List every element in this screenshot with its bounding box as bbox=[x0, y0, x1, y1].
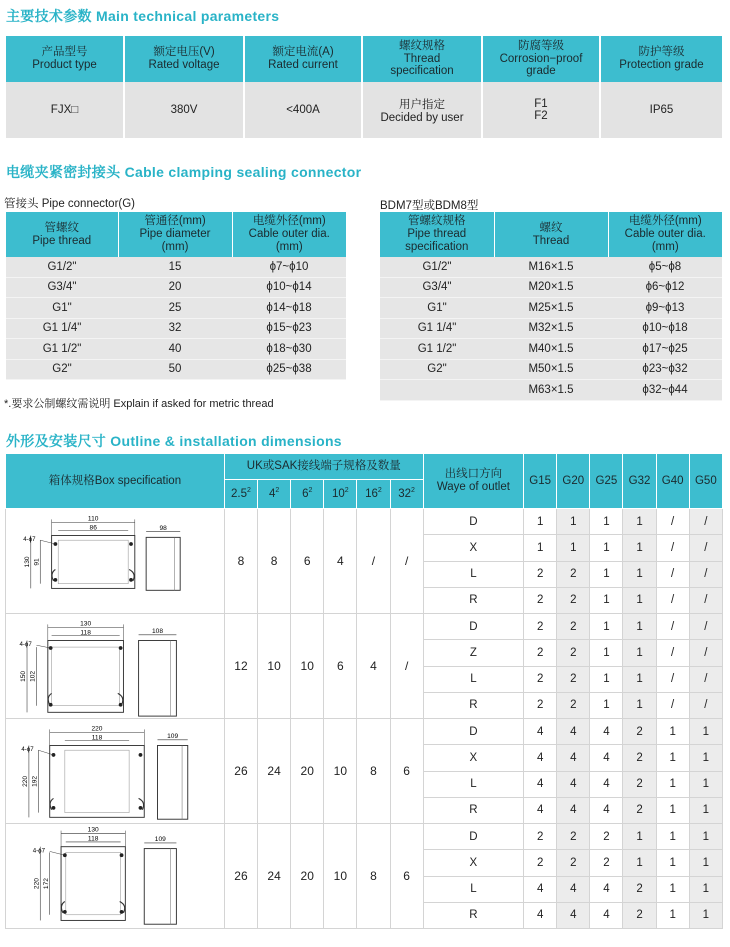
side-view-outline bbox=[157, 745, 187, 819]
gland-count-cell: 1 bbox=[689, 902, 722, 928]
terminal-count-cell: 20 bbox=[291, 719, 324, 824]
gland-count-cell: 1 bbox=[689, 745, 722, 771]
gland-count-cell: 2 bbox=[524, 640, 557, 666]
dim-label-outer-height: 220 bbox=[22, 775, 30, 787]
pipe-connector-row bbox=[6, 298, 346, 319]
dim-label-depth: 109 bbox=[167, 732, 179, 740]
header-thread-spec: 螺纹规格 Thread specification bbox=[362, 36, 482, 82]
outlet-direction-cell: X bbox=[423, 535, 523, 561]
dim-label-holes: 4-ϕ7 bbox=[21, 746, 34, 754]
bdm-cable-outer-dia-cell: ϕ17~ϕ25 bbox=[608, 339, 722, 360]
bdm-cable-outer-dia-cell: ϕ23~ϕ32 bbox=[608, 359, 722, 380]
header-protection-grade: 防护等级 Protection grade bbox=[600, 36, 722, 82]
header-gland-g20: G20 bbox=[557, 454, 590, 509]
terminal-count-cell: 12 bbox=[224, 614, 257, 719]
cell-corrosion-grade: F1 F2 bbox=[482, 82, 600, 138]
gland-count-cell: / bbox=[656, 535, 689, 561]
bdm-row bbox=[380, 257, 722, 277]
bdm-row bbox=[380, 277, 722, 298]
pipe-thread-cell: G2" bbox=[6, 359, 118, 380]
header-gland-g32: G32 bbox=[623, 454, 656, 509]
terminal-count-cell: 24 bbox=[258, 719, 291, 824]
header-terminal-4: $4^2$ bbox=[258, 480, 291, 509]
gland-count-cell: 1 bbox=[623, 509, 656, 535]
gland-count-cell: 1 bbox=[689, 797, 722, 823]
pipe-connector-row bbox=[6, 318, 346, 339]
outlet-direction-cell: R bbox=[423, 587, 523, 613]
gland-count-cell: 1 bbox=[623, 535, 656, 561]
gland-count-cell: / bbox=[656, 692, 689, 718]
terminal-count-cell: / bbox=[357, 509, 390, 614]
box-drawing-cell bbox=[6, 824, 225, 929]
header-terminal-32: $32^2$ bbox=[390, 480, 423, 509]
gland-count-cell: 1 bbox=[590, 561, 623, 587]
gland-count-cell: 1 bbox=[689, 771, 722, 797]
bdm-pipe-thread-cell: G1 1/4" bbox=[380, 318, 494, 339]
outlet-direction-cell: D bbox=[423, 824, 523, 850]
gland-count-cell: 1 bbox=[590, 509, 623, 535]
header-bdm-pipe-thread: 管螺纹规格 Pipe thread specification bbox=[380, 212, 494, 257]
box-drawing-cell bbox=[6, 509, 225, 614]
gland-count-cell: 2 bbox=[524, 561, 557, 587]
bdm-pipe-thread-cell: G1" bbox=[380, 298, 494, 319]
pipe-diameter-cell: 15 bbox=[118, 257, 232, 277]
gland-count-cell: 1 bbox=[689, 719, 722, 745]
bdm-pipe-thread-cell: G2" bbox=[380, 359, 494, 380]
pipe-diameter-cell: 40 bbox=[118, 339, 232, 360]
dim-label-outer-width: 220 bbox=[91, 725, 103, 733]
dim-label-inner-width: 86 bbox=[89, 524, 97, 532]
dim-label-inner-width: 118 bbox=[87, 835, 99, 843]
gland-count-cell: 2 bbox=[623, 745, 656, 771]
pipe-thread-cell: G1/2" bbox=[6, 257, 118, 277]
bdm-cable-outer-dia-cell: ϕ5~ϕ8 bbox=[608, 257, 722, 277]
mounting-hole-icon bbox=[63, 910, 67, 914]
section-title-outline-dimensions: 外形及安装尺寸 Outline & installation dimensions bbox=[6, 433, 342, 449]
terminal-count-cell: 6 bbox=[291, 509, 324, 614]
cable-outer-dia-cell: ϕ15~ϕ23 bbox=[232, 318, 346, 339]
gland-count-cell: 1 bbox=[656, 719, 689, 745]
cable-outer-dia-cell: ϕ25~ϕ38 bbox=[232, 359, 346, 380]
gland-count-cell: 2 bbox=[590, 850, 623, 876]
outline-row bbox=[6, 719, 723, 745]
mounting-hole-icon bbox=[129, 542, 133, 546]
gland-count-cell: 2 bbox=[524, 824, 557, 850]
dim-label-holes: 4-ϕ7 bbox=[23, 536, 36, 544]
dim-label-inner-height: 91 bbox=[33, 558, 41, 566]
header-gland-g40: G40 bbox=[656, 454, 689, 509]
bdm-pipe-thread-cell: G1/2" bbox=[380, 257, 494, 277]
outlet-direction-cell: D bbox=[423, 719, 523, 745]
gland-count-cell: 1 bbox=[623, 640, 656, 666]
pipe-connector-row bbox=[6, 277, 346, 298]
gland-count-cell: / bbox=[689, 692, 722, 718]
gland-count-cell: / bbox=[689, 535, 722, 561]
bdm-cable-outer-dia-cell: ϕ9~ϕ13 bbox=[608, 298, 722, 319]
gland-count-cell: 1 bbox=[557, 535, 590, 561]
dim-label-depth: 108 bbox=[151, 627, 164, 635]
metric-thread-note: *.要求公制螺纹需说明 Explain if asked for metric thread bbox=[4, 398, 274, 410]
side-view-outline bbox=[146, 537, 180, 590]
gland-count-cell: 1 bbox=[689, 850, 722, 876]
terminal-count-cell: 10 bbox=[291, 614, 324, 719]
mounting-hole-icon bbox=[139, 806, 143, 810]
gland-count-cell: 1 bbox=[656, 797, 689, 823]
gland-count-cell: 2 bbox=[557, 824, 590, 850]
gland-count-cell: 2 bbox=[623, 797, 656, 823]
gland-count-cell: / bbox=[656, 640, 689, 666]
bdm-thread-cell: M25×1.5 bbox=[494, 298, 608, 319]
header-terminal-16: $16^2$ bbox=[357, 480, 390, 509]
terminal-count-cell: 26 bbox=[224, 719, 257, 824]
gland-count-cell: / bbox=[689, 509, 722, 535]
gland-count-cell: 1 bbox=[689, 876, 722, 902]
gland-count-cell: 1 bbox=[590, 535, 623, 561]
dim-label-outer-width: 130 bbox=[87, 826, 99, 834]
terminal-count-cell: 24 bbox=[258, 824, 291, 929]
bdm-thread-cell: M20×1.5 bbox=[494, 277, 608, 298]
front-view-outline bbox=[52, 535, 135, 588]
gland-count-cell: 2 bbox=[557, 640, 590, 666]
bdm-row bbox=[380, 318, 722, 339]
cell-protection-grade: IP65 bbox=[600, 82, 722, 138]
gland-count-cell: 1 bbox=[623, 666, 656, 692]
mounting-hole-icon bbox=[120, 853, 124, 857]
gland-count-cell: 1 bbox=[590, 587, 623, 613]
mounting-hole-icon bbox=[139, 753, 143, 757]
pipe-diameter-cell: 25 bbox=[118, 298, 232, 319]
gland-count-cell: 2 bbox=[557, 666, 590, 692]
terminal-count-cell: 10 bbox=[324, 824, 357, 929]
outline-row bbox=[6, 824, 723, 850]
dim-label-depth: 98 bbox=[159, 524, 167, 532]
gland-count-cell: 4 bbox=[557, 902, 590, 928]
gland-count-cell: / bbox=[689, 561, 722, 587]
header-cable-outer-dia: 电缆外径(mm) Cable outer dia. (mm) bbox=[232, 212, 346, 257]
gland-count-cell: 2 bbox=[524, 614, 557, 640]
cell-product-type: FJX□ bbox=[6, 82, 124, 138]
gland-count-cell: 4 bbox=[590, 745, 623, 771]
gland-count-cell: 2 bbox=[623, 876, 656, 902]
gland-count-cell: 2 bbox=[524, 850, 557, 876]
header-terminal-2-5: $2.5^2$ bbox=[224, 480, 257, 509]
gland-count-cell: 1 bbox=[590, 640, 623, 666]
gland-count-cell: 1 bbox=[656, 850, 689, 876]
gland-count-cell: 2 bbox=[590, 824, 623, 850]
bdm-pipe-thread-cell: G1 1/2" bbox=[380, 339, 494, 360]
gland-count-cell: 1 bbox=[590, 614, 623, 640]
dim-label-holes: 4-ϕ7 bbox=[19, 641, 32, 649]
gland-count-cell: 2 bbox=[557, 850, 590, 876]
main-parameters-table bbox=[6, 36, 722, 138]
header-gland-g15: G15 bbox=[524, 454, 557, 509]
pipe-connector-row bbox=[6, 359, 346, 380]
cable-outer-dia-cell: ϕ14~ϕ18 bbox=[232, 298, 346, 319]
gland-count-cell: 4 bbox=[557, 876, 590, 902]
terminal-count-cell: / bbox=[390, 614, 423, 719]
gland-count-cell: 4 bbox=[590, 902, 623, 928]
pipe-connector-label: 管接头 Pipe connector(G) bbox=[4, 198, 136, 210]
gland-count-cell: / bbox=[656, 561, 689, 587]
header-terminal-group: UK或SAK接线端子规格及数量 bbox=[224, 454, 423, 480]
dim-label-inner-width: 118 bbox=[91, 734, 103, 742]
header-rated-voltage: 额定电压(V) Rated voltage bbox=[124, 36, 244, 82]
bdm-thread-cell: M32×1.5 bbox=[494, 318, 608, 339]
gland-count-cell: 1 bbox=[623, 587, 656, 613]
gland-count-cell: 4 bbox=[524, 902, 557, 928]
mounting-hole-icon bbox=[49, 646, 53, 650]
gland-count-cell: 2 bbox=[623, 902, 656, 928]
pipe-thread-cell: G3/4" bbox=[6, 277, 118, 298]
bdm-row bbox=[380, 380, 722, 401]
header-terminal-10: $10^2$ bbox=[324, 480, 357, 509]
header-bdm-thread: 螺纹 Thread bbox=[494, 212, 608, 257]
gland-count-cell: 1 bbox=[623, 614, 656, 640]
outline-dimensions-table bbox=[5, 453, 723, 929]
gland-count-cell: 1 bbox=[656, 745, 689, 771]
bdm-cable-outer-dia-cell: ϕ32~ϕ44 bbox=[608, 380, 722, 401]
bdm-thread-cell: M63×1.5 bbox=[494, 380, 608, 401]
gland-count-cell: 2 bbox=[557, 561, 590, 587]
cell-rated-current: <400A bbox=[244, 82, 362, 138]
pipe-diameter-cell: 32 bbox=[118, 318, 232, 339]
terminal-count-cell: 4 bbox=[357, 614, 390, 719]
terminal-count-cell: / bbox=[390, 509, 423, 614]
pipe-connector-row bbox=[6, 339, 346, 360]
gland-count-cell: 4 bbox=[557, 797, 590, 823]
gland-count-cell: 2 bbox=[623, 719, 656, 745]
box-drawing-3 bbox=[6, 719, 222, 823]
cable-outer-dia-cell: ϕ7~ϕ10 bbox=[232, 257, 346, 277]
gland-count-cell: 1 bbox=[524, 509, 557, 535]
bdm-row bbox=[380, 298, 722, 319]
dim-label-depth: 109 bbox=[154, 836, 166, 844]
header-gland-g25: G25 bbox=[590, 454, 623, 509]
mounting-hole-icon bbox=[52, 806, 56, 810]
outlet-direction-cell: L bbox=[423, 876, 523, 902]
bdm-cable-outer-dia-cell: ϕ10~ϕ18 bbox=[608, 318, 722, 339]
box-drawing-cell bbox=[6, 614, 225, 719]
outlet-direction-cell: D bbox=[423, 614, 523, 640]
gland-count-cell: 2 bbox=[557, 692, 590, 718]
side-view-outline bbox=[144, 849, 176, 925]
outlet-direction-cell: R bbox=[423, 797, 523, 823]
dim-label-outer-height: 150 bbox=[20, 670, 28, 682]
mounting-hole-icon bbox=[53, 578, 57, 582]
terminal-count-cell: 8 bbox=[224, 509, 257, 614]
terminal-count-cell: 20 bbox=[291, 824, 324, 929]
gland-count-cell: 1 bbox=[656, 902, 689, 928]
gland-count-cell: 1 bbox=[656, 771, 689, 797]
dim-label-outer-height: 220 bbox=[33, 878, 41, 890]
outlet-direction-cell: R bbox=[423, 692, 523, 718]
gland-count-cell: / bbox=[689, 640, 722, 666]
dim-label-inner-height: 172 bbox=[42, 878, 50, 890]
bdm-thread-cell: M40×1.5 bbox=[494, 339, 608, 360]
header-rated-current: 额定电流(A) Rated current bbox=[244, 36, 362, 82]
gland-count-cell: 4 bbox=[524, 745, 557, 771]
cable-outer-dia-cell: ϕ18~ϕ30 bbox=[232, 339, 346, 360]
dim-label-inner-width: 118 bbox=[80, 629, 91, 637]
terminal-count-cell: 10 bbox=[324, 719, 357, 824]
front-view-outline bbox=[61, 847, 125, 921]
outline-row bbox=[6, 509, 723, 535]
gland-count-cell: 1 bbox=[623, 561, 656, 587]
gland-count-cell: 1 bbox=[656, 876, 689, 902]
bdm-pipe-thread-cell: G3/4" bbox=[380, 277, 494, 298]
gland-count-cell: / bbox=[689, 587, 722, 613]
gland-count-cell: 1 bbox=[623, 850, 656, 876]
outlet-direction-cell: L bbox=[423, 666, 523, 692]
gland-count-cell: 4 bbox=[524, 876, 557, 902]
header-product-type: 产品型号 Product type bbox=[6, 36, 124, 82]
gland-count-cell: / bbox=[656, 614, 689, 640]
terminal-count-cell: 26 bbox=[224, 824, 257, 929]
pipe-diameter-cell: 50 bbox=[118, 359, 232, 380]
header-outlet: 出线口方向 Waye of outlet bbox=[423, 454, 523, 509]
gland-count-cell: 1 bbox=[590, 692, 623, 718]
terminal-count-cell: 6 bbox=[324, 614, 357, 719]
gland-count-cell: 2 bbox=[623, 771, 656, 797]
cable-outer-dia-cell: ϕ10~ϕ14 bbox=[232, 277, 346, 298]
outlet-direction-cell: L bbox=[423, 561, 523, 587]
box-drawing-2 bbox=[6, 614, 222, 718]
bdm-thread-cell: M16×1.5 bbox=[494, 257, 608, 277]
gland-count-cell: 4 bbox=[524, 719, 557, 745]
header-bdm-cable-outer-dia: 电缆外径(mm) Cable outer dia. (mm) bbox=[608, 212, 722, 257]
gland-count-cell: 2 bbox=[524, 666, 557, 692]
terminal-count-cell: 4 bbox=[324, 509, 357, 614]
section-title-main-parameters: 主要技术参数 Main technical parameters bbox=[6, 8, 280, 24]
bdm-row bbox=[380, 359, 722, 380]
outlet-direction-cell: D bbox=[423, 509, 523, 535]
outlet-direction-cell: R bbox=[423, 902, 523, 928]
pipe-diameter-cell: 20 bbox=[118, 277, 232, 298]
cell-thread-spec: 用户指定 Decided by user bbox=[362, 82, 482, 138]
header-corrosion-grade: 防腐等级 Corrosion−proof grade bbox=[482, 36, 600, 82]
bdm-table bbox=[380, 212, 722, 401]
mounting-hole-icon bbox=[119, 646, 123, 650]
terminal-count-cell: 8 bbox=[357, 824, 390, 929]
gland-count-cell: 4 bbox=[590, 876, 623, 902]
pipe-thread-cell: G1 1/4" bbox=[6, 318, 118, 339]
box-drawing-4 bbox=[6, 824, 222, 928]
front-view-outline bbox=[50, 745, 145, 817]
gland-count-cell: 1 bbox=[623, 824, 656, 850]
terminal-count-cell: 10 bbox=[258, 614, 291, 719]
terminal-count-cell: 6 bbox=[390, 824, 423, 929]
mounting-hole-icon bbox=[120, 910, 124, 914]
gland-count-cell: 2 bbox=[524, 587, 557, 613]
bdm-thread-cell: M50×1.5 bbox=[494, 359, 608, 380]
gland-count-cell: 2 bbox=[524, 692, 557, 718]
outlet-direction-cell: X bbox=[423, 850, 523, 876]
gland-count-cell: / bbox=[656, 587, 689, 613]
gland-count-cell: 4 bbox=[524, 771, 557, 797]
header-box-spec: 箱体规格Box specification bbox=[6, 454, 225, 509]
section-title-cable-connector: 电缆夹紧密封接头 Cable clamping sealing connector bbox=[6, 164, 362, 180]
gland-count-cell: / bbox=[689, 614, 722, 640]
outlet-direction-cell: L bbox=[423, 771, 523, 797]
terminal-count-cell: 8 bbox=[258, 509, 291, 614]
gland-count-cell: / bbox=[656, 509, 689, 535]
box-drawing-cell bbox=[6, 719, 225, 824]
dim-label-holes: 4-ϕ7 bbox=[32, 847, 45, 855]
gland-count-cell: 1 bbox=[524, 535, 557, 561]
gland-count-cell: 1 bbox=[590, 666, 623, 692]
outlet-direction-cell: Z bbox=[423, 640, 523, 666]
gland-count-cell: 4 bbox=[590, 771, 623, 797]
gland-count-cell: 1 bbox=[557, 509, 590, 535]
gland-count-cell: 4 bbox=[590, 719, 623, 745]
gland-count-cell: 1 bbox=[656, 824, 689, 850]
gland-count-cell: 4 bbox=[557, 745, 590, 771]
dim-label-inner-height: 192 bbox=[31, 775, 39, 787]
pipe-thread-cell: G1" bbox=[6, 298, 118, 319]
pipe-connector-row bbox=[6, 257, 346, 277]
gland-count-cell: 4 bbox=[590, 797, 623, 823]
dim-label-inner-height: 102 bbox=[29, 670, 37, 682]
gland-count-cell: 2 bbox=[557, 587, 590, 613]
gland-count-cell: 2 bbox=[557, 614, 590, 640]
bdm-label: BDM7型或BDM8型 bbox=[380, 200, 479, 212]
header-pipe-thread: 管螺纹 Pipe thread bbox=[6, 212, 118, 257]
cell-rated-voltage: 380V bbox=[124, 82, 244, 138]
gland-count-cell: / bbox=[656, 666, 689, 692]
gland-count-cell: 1 bbox=[623, 692, 656, 718]
terminal-count-cell: 8 bbox=[357, 719, 390, 824]
header-gland-g50: G50 bbox=[689, 454, 722, 509]
dim-label-outer-height: 130 bbox=[23, 556, 31, 568]
front-view-outline bbox=[48, 640, 124, 712]
gland-count-cell: 4 bbox=[524, 797, 557, 823]
pipe-connector-table bbox=[6, 212, 346, 380]
terminal-count-cell: 6 bbox=[390, 719, 423, 824]
header-pipe-diameter: 管通径(mm) Pipe diameter (mm) bbox=[118, 212, 232, 257]
outlet-direction-cell: X bbox=[423, 745, 523, 771]
dim-label-outer-width: 110 bbox=[87, 515, 99, 523]
gland-count-cell: 1 bbox=[689, 824, 722, 850]
gland-count-cell: 4 bbox=[557, 771, 590, 797]
mounting-hole-icon bbox=[129, 578, 133, 582]
bdm-cable-outer-dia-cell: ϕ6~ϕ12 bbox=[608, 277, 722, 298]
gland-count-cell: / bbox=[689, 666, 722, 692]
bdm-row bbox=[380, 339, 722, 360]
dim-label-outer-width: 130 bbox=[80, 620, 92, 628]
box-drawing-1 bbox=[6, 509, 222, 613]
pipe-thread-cell: G1 1/2" bbox=[6, 339, 118, 360]
outline-row bbox=[6, 614, 723, 640]
header-terminal-6: $6^2$ bbox=[291, 480, 324, 509]
bdm-pipe-thread-cell bbox=[380, 380, 494, 401]
gland-count-cell: 4 bbox=[557, 719, 590, 745]
mounting-hole-icon bbox=[53, 542, 57, 546]
